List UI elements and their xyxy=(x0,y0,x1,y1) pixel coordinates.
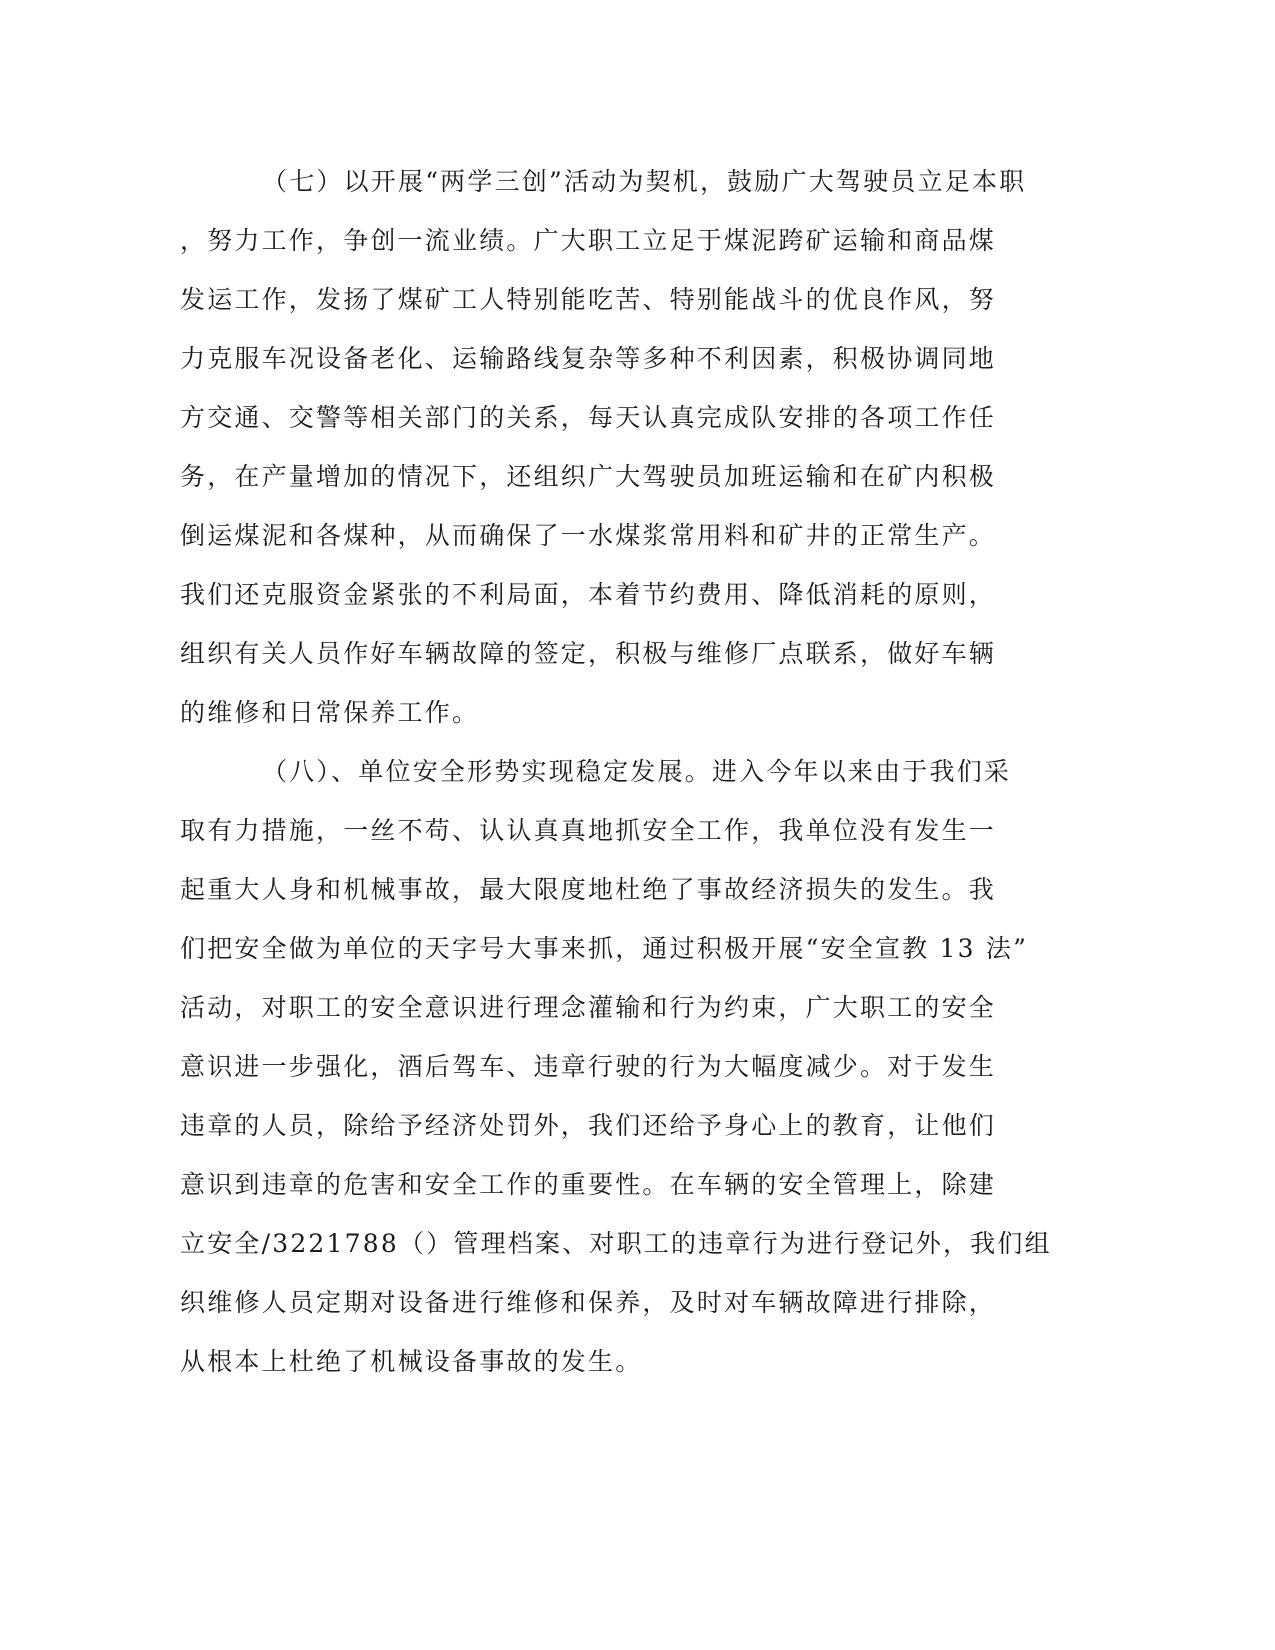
paragraph-2-line-1: （八）、单位安全形势实现稳定发展。进入今年以来由于我们采 xyxy=(262,757,1012,786)
paragraph-2-line-4: 们把安全做为单位的天字号大事来抓，通过积极开展“安全宣教 13 法” xyxy=(180,934,1029,963)
paragraph-1-line-6: 务，在产量增加的情况下，还组织广大驾驶员加班运输和在矿内积极 xyxy=(180,462,997,491)
paragraph-2-line-5: 活动，对职工的安全意识进行理念灌输和行为约束，广大职工的安全 xyxy=(180,993,997,1022)
paragraph-2-line-3: 起重大人身和机械事故，最大限度地杜绝了事故经济损失的发生。我 xyxy=(180,875,997,904)
paragraph-2-line-2: 取有力措施，一丝不苟、认认真真地抓安全工作，我单位没有发生一 xyxy=(180,816,997,845)
paragraph-2-line-9: 立安全/3221788（）管理档案、对职工的违章行为进行登记外，我们组 xyxy=(180,1229,1052,1258)
paragraph-2-line-6: 意识进一步强化，酒后驾车、违章行驶的行为大幅度减少。对于发生 xyxy=(180,1052,997,1081)
paragraph-1-line-9: 组织有关人员作好车辆故障的签定，积极与维修厂点联系，做好车辆 xyxy=(180,639,997,668)
paragraph-1-line-2: ，努力工作，争创一流业绩。广大职工立足于煤泥跨矿运输和商品煤 xyxy=(180,226,997,255)
paragraph-1-line-1: （七）以开展“两学三创”活动为契机，鼓励广大驾驶员立足本职 xyxy=(262,167,1027,196)
paragraph-1-line-7: 倒运煤泥和各煤种，从而确保了一水煤浆常用料和矿井的正常生产。 xyxy=(180,521,997,550)
paragraph-2-line-8: 意识到违章的危害和安全工作的重要性。在车辆的安全管理上，除建 xyxy=(180,1170,997,1199)
paragraph-2-line-10: 织维修人员定期对设备进行维修和保养，及时对车辆故障进行排除， xyxy=(180,1288,997,1317)
paragraph-1-line-3: 发运工作，发扬了煤矿工人特别能吃苦、特别能战斗的优良作风，努 xyxy=(180,285,997,314)
paragraph-1-line-4: 力克服车况设备老化、运输路线复杂等多种不利因素，积极协调同地 xyxy=(180,344,997,373)
paragraph-1-line-8: 我们还克服资金紧张的不利局面，本着节约费用、降低消耗的原则， xyxy=(180,580,997,609)
paragraph-1-line-10: 的维修和日常保养工作。 xyxy=(180,698,480,727)
paragraph-1-line-5: 方交通、交警等相关部门的关系，每天认真完成队安排的各项工作任 xyxy=(180,403,997,432)
paragraph-2-line-7: 违章的人员，除给予经济处罚外，我们还给予身心上的教育，让他们 xyxy=(180,1111,997,1140)
paragraph-2-line-11: 从根本上杜绝了机械设备事故的发生。 xyxy=(180,1347,643,1376)
